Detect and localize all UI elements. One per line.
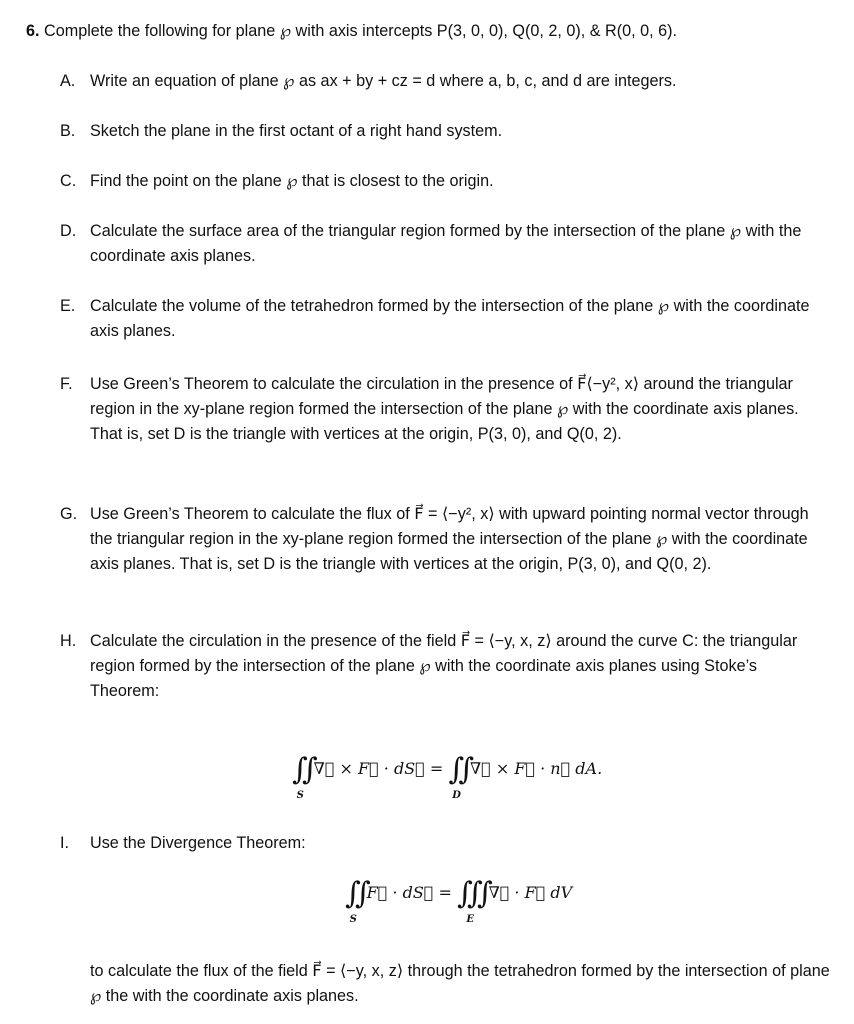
item-text: Calculate the circulation in the presence of the field F⃗ = ⟨−y, x, z⟩ around the curve C: the triangular region formed by the intersection of the plane ℘ with the coordinate axis planes using Stoke’s Theorem: <box>90 632 798 700</box>
item-f <box>60 372 830 447</box>
stokes-rhs: ∇⃗ × F⃗ · n⃗ dA. <box>469 759 603 778</box>
item-a <box>60 69 830 94</box>
divergence-formula <box>345 876 573 925</box>
surface-integral-s <box>292 752 309 801</box>
surface-integral-s <box>345 876 362 925</box>
integral-subscript: D <box>452 790 461 801</box>
integral-subscript: E <box>466 914 475 925</box>
item-text: Find the point on the plane ℘ that is closest to the origin. <box>90 172 494 190</box>
triple-integral-sign: ∭ <box>457 876 484 911</box>
divergence-rhs: ∇⃗ · F⃗ dV <box>488 883 573 902</box>
item-label: C. <box>60 172 77 190</box>
item-text: Use Green’s Theorem to calculate the flux of F⃗ = ⟨−y², x⟩ with upward pointing normal vector through the triangular region in the xy-plane region formed the intersection of the plane ℘ with the coordinate axis planes. That is, set D is the triangle with vertices at the origin, P(3, 0), and Q(0, 2). <box>90 505 809 573</box>
item-label: F. <box>60 375 73 393</box>
item-h <box>60 629 830 704</box>
question-6 <box>26 19 836 44</box>
triple-integral-e <box>457 876 484 925</box>
question-intro: Complete the following for plane ℘ with axis intercepts P(3, 0, 0), Q(0, 2, 0), & R(0, 0, 6). <box>44 22 677 40</box>
item-label: D. <box>60 222 77 240</box>
item-label: I. <box>60 834 69 852</box>
divergence-lhs: F⃗ · dS⃗ = <box>366 883 452 902</box>
integral-subscript: S <box>296 790 304 801</box>
item-text: Calculate the volume of the tetrahedron formed by the intersection of the plane ℘ with the coordinate axis planes. <box>90 297 810 340</box>
item-text: Sketch the plane in the first octant of a right hand system. <box>90 122 503 140</box>
closing-text: to calculate the flux of the field F⃗ = ⟨−y, x, z⟩ through the tetrahedron formed by the intersection of plane ℘ the with the coordinate axis planes. <box>90 962 830 1005</box>
double-integral-d <box>448 752 465 801</box>
item-g <box>60 502 830 577</box>
item-label: A. <box>60 72 76 90</box>
item-label: B. <box>60 122 76 140</box>
item-i <box>60 831 830 856</box>
question-number: 6. <box>26 22 40 40</box>
integral-subscript: S <box>349 914 357 925</box>
item-c <box>60 169 830 194</box>
item-d <box>60 219 830 269</box>
item-text: Write an equation of plane ℘ as ax + by + cz = d where a, b, c, and d are integers. <box>90 72 677 90</box>
item-text: Calculate the surface area of the triangular region formed by the intersection of the plane ℘ with the coordinate axis planes. <box>90 222 802 265</box>
item-e <box>60 294 830 344</box>
stokes-formula <box>292 752 603 801</box>
double-integral-sign: ∬ <box>292 752 309 787</box>
stokes-lhs: ∇⃗ × F⃗ · dS⃗ = <box>313 759 444 778</box>
item-label: E. <box>60 297 76 315</box>
item-text: Use Green’s Theorem to calculate the circulation in the presence of F⃗⟨−y², x⟩ around the triangular region in the xy-plane region formed the intersection of the plane ℘ with the coordinate axis planes. That is, set D is the triangle with vertices at the origin, P(3, 0), and Q(0, 2). <box>90 375 799 443</box>
item-i-closing <box>60 959 830 1009</box>
double-integral-sign: ∬ <box>448 752 465 787</box>
item-label: H. <box>60 632 77 650</box>
item-text: Use the Divergence Theorem: <box>90 834 306 852</box>
item-label: G. <box>60 505 78 523</box>
item-b <box>60 119 830 144</box>
double-integral-sign: ∬ <box>345 876 362 911</box>
